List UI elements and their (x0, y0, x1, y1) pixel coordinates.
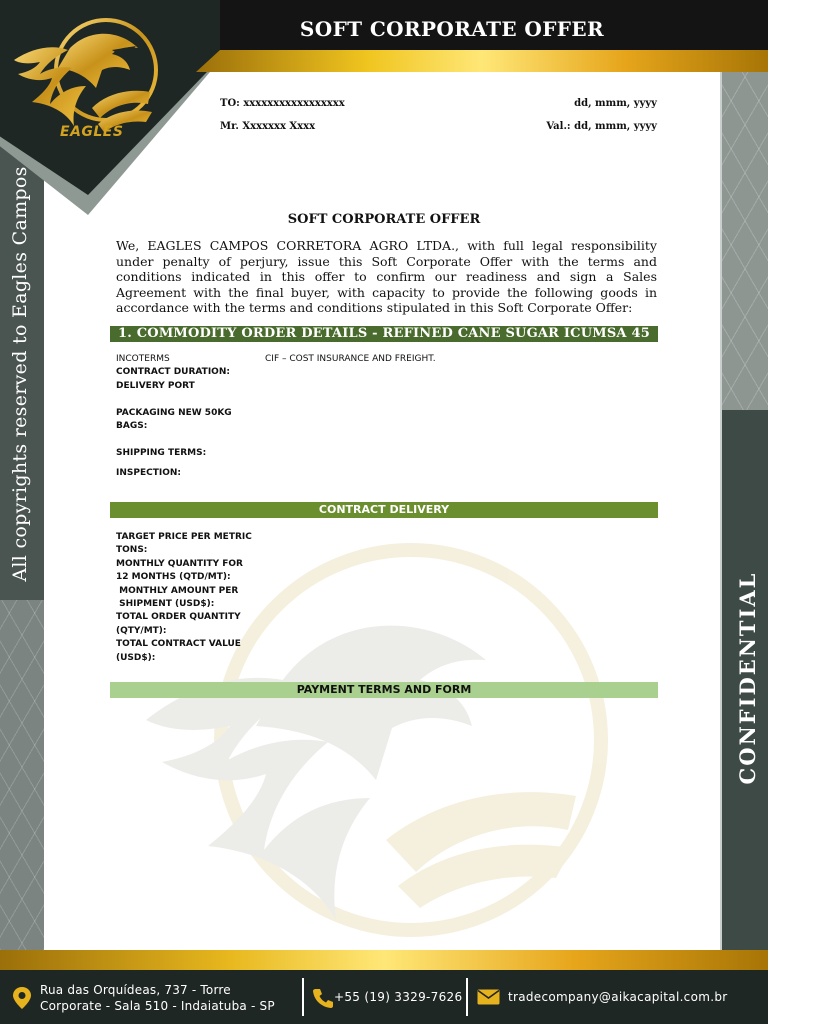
phone-icon (312, 987, 334, 1009)
target-price-label-line2: TONS: (116, 545, 148, 556)
section-commodity-heading: 1. COMMODITY ORDER DETAILS - REFINED CANE SUGAR ICUMSA 45 (110, 326, 658, 342)
footer-divider (466, 978, 468, 1016)
target-price-label-line1: TARGET PRICE PER METRIC (116, 532, 252, 542)
logo-text: EAGLES (60, 124, 124, 140)
monthly-amount-label-line2: SHIPMENT (USD$): (116, 599, 215, 610)
page-edge (720, 72, 722, 950)
packaging-label-line2: BAGS: (116, 421, 148, 432)
footer-phone[interactable]: +55 (19) 3329-7626 (334, 990, 463, 1004)
incoterms-label: INCOTERMS (116, 354, 170, 364)
footer-email[interactable]: tradecompany@aikacapital.com.br (508, 990, 728, 1004)
email-icon (477, 989, 500, 1005)
total-value-label-line2: (USD$): (116, 652, 156, 663)
inspection-label: INSPECTION: (116, 467, 181, 478)
packaging-label-line1: PACKAGING NEW 50KG (116, 407, 232, 418)
monthly-quantity-label-line1: MONTHLY QUANTITY FOR (116, 558, 243, 569)
confidential-vertical-text: CONFIDENTIAL DOCUMENT (735, 571, 806, 785)
header-gold-strip (196, 50, 768, 72)
delivery-fields (116, 531, 252, 665)
to-line: TO: xxxxxxxxxxxxxxxxx (220, 98, 345, 109)
page-title: SOFT CORPORATE OFFER (299, 17, 605, 41)
footer-address-line1: Rua das Orquídeas, 737 - Torre (40, 983, 231, 997)
shipping-terms-label: SHIPPING TERMS: (116, 447, 207, 458)
footer-address-line2: Corporate - Sala 510 - Indaiatuba - SP (40, 999, 275, 1013)
addressee-block (220, 92, 345, 138)
monthly-quantity-label-line2: 12 MONTHS (QTD/MT): (116, 572, 231, 583)
validity-date: Val.: dd, mmm, yyyy (546, 121, 657, 132)
contact-line: Mr. Xxxxxxx Xxxx (220, 121, 316, 132)
section-contract-delivery-heading: CONTRACT DELIVERY (110, 502, 658, 518)
issue-date: dd, mmm, yyyy (574, 98, 657, 109)
document-title: SOFT CORPORATE OFFER (287, 212, 481, 227)
section-payment-heading: PAYMENT TERMS AND FORM (110, 682, 658, 698)
intro-paragraph: We, EAGLES CAMPOS CORRETORA AGRO LTDA., with full legal responsibility under penalty of perjury, issue this Soft Corporate Offer with the terms and conditions indicated in this offer to confirm our readiness and sign a Sales Agreement with the final buyer, with capacity to provide the following goods in accordance with the terms and conditions stipulated in this Soft Corporate Offer: (116, 238, 657, 315)
total-quantity-label-line2: (QTY/MT): (116, 625, 167, 636)
incoterms-value: CIF – COST INSURANCE AND FREIGHT. (265, 354, 436, 364)
commodity-fields (116, 353, 232, 480)
copyright-vertical-text: All copyrights reserved to Eagles Campos (9, 166, 31, 582)
total-quantity-label-line1: TOTAL ORDER QUANTITY (116, 612, 241, 623)
total-value-label-line1: TOTAL CONTRACT VALUE (116, 639, 241, 650)
location-pin-icon (12, 986, 32, 1010)
delivery-port-label: DELIVERY PORT (116, 380, 195, 391)
footer-gold-strip (0, 950, 768, 970)
footer (0, 970, 768, 1024)
left-side-pattern (0, 600, 44, 950)
date-block (546, 92, 657, 138)
footer-divider (302, 978, 304, 1016)
footer-address (40, 982, 300, 1014)
contract-duration-label: CONTRACT DURATION: (116, 367, 230, 378)
monthly-amount-label-line1: MONTHLY AMOUNT PER (116, 585, 239, 596)
